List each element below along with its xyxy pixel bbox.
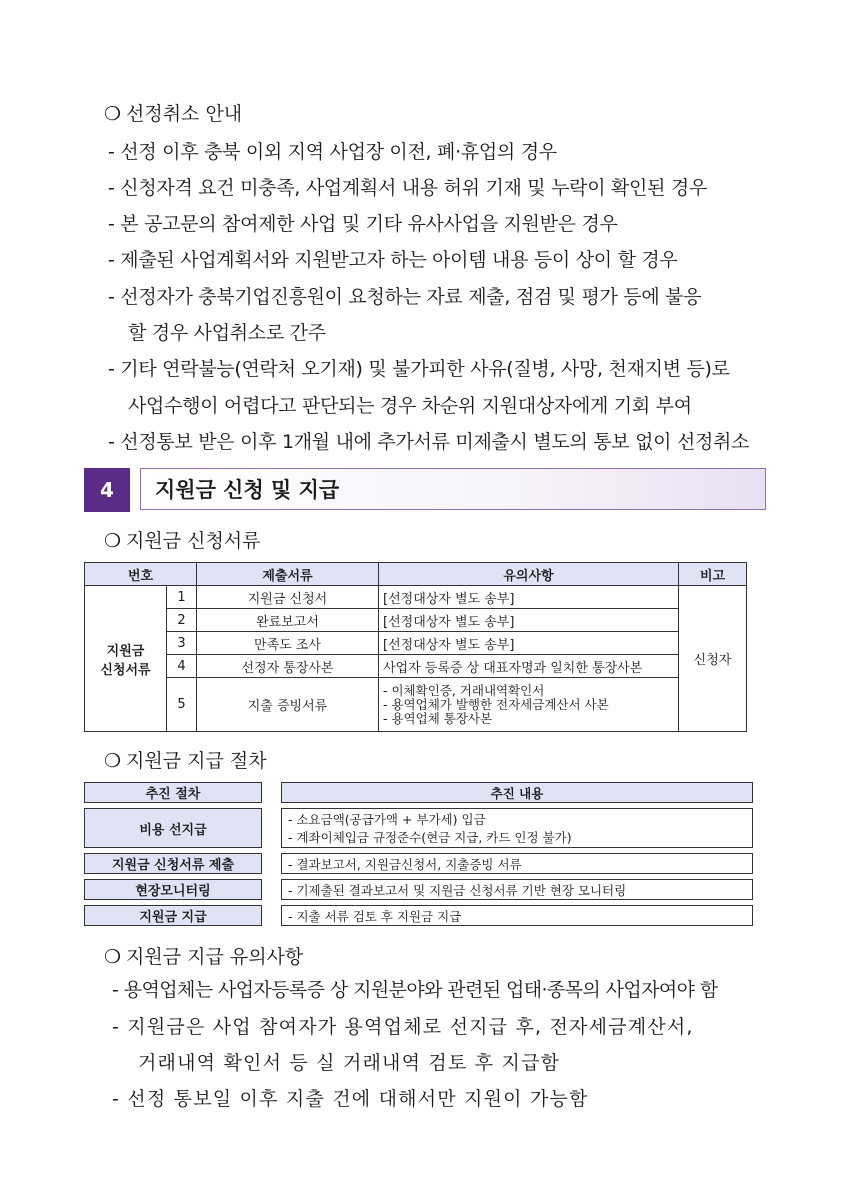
list-item: - 본 공고문의 참여제한 사업 및 기타 유사사업을 지원받은 경우 xyxy=(108,213,618,235)
col-header: 비고 xyxy=(679,563,747,586)
section-header xyxy=(84,468,766,512)
row-note: [선정대상자 별도 송부] xyxy=(379,586,679,609)
procedure-step: 지원금 신청서류 제출 xyxy=(84,853,262,874)
list-item: - 신청자격 요건 미충족, 사업계획서 내용 허위 기재 및 누락이 확인된 경우 xyxy=(108,177,707,199)
row-doc: 지원금 신청서 xyxy=(197,586,379,609)
col-header: 번호 xyxy=(85,563,197,586)
table-row xyxy=(85,655,747,678)
circle-bullet-icon: ❍ xyxy=(104,946,122,968)
table-row xyxy=(85,678,747,732)
circle-bullet-icon: ❍ xyxy=(104,103,122,125)
procedure-content xyxy=(281,853,753,874)
docs-table xyxy=(84,562,747,732)
circle-bullet-icon: ❍ xyxy=(104,530,122,552)
row-doc: 완료보고서 xyxy=(197,609,379,632)
list-item: - 선정 이후 충북 이외 지역 사업장 이전, 폐·휴업의 경우 xyxy=(108,141,557,163)
row-remark: 신청자 xyxy=(679,586,747,732)
table-header-row xyxy=(85,563,747,586)
list-item: - 선정 통보일 이후 지출 건에 대해서만 지원이 가능함 xyxy=(112,1088,589,1110)
col-header: 유의사항 xyxy=(379,563,679,586)
table-row xyxy=(85,586,747,609)
table-row xyxy=(85,609,747,632)
table-row xyxy=(85,632,747,655)
note-line: - 용역업체 통장사본 xyxy=(383,710,493,726)
list-item: - 기타 연락불능(연락처 오기재) 및 불가피한 사유(질병, 사망, 천재지변 등)로 xyxy=(108,358,730,380)
procedure-content xyxy=(281,808,753,848)
note-line: - 이체확인증, 거래내역확인서 xyxy=(383,682,545,698)
procedure-heading: ❍ 지원금 지급 절차 xyxy=(104,750,267,772)
circle-bullet-icon: ❍ xyxy=(104,750,122,772)
section-number: 4 xyxy=(84,468,130,512)
procedure-line: - 결과보고서, 지원금신청서, 지출증빙 서류 xyxy=(288,856,522,872)
procedure-step-header: 추진 절차 xyxy=(84,782,262,803)
procedure-step: 현장모니터링 xyxy=(84,879,262,900)
row-number: 4 xyxy=(167,655,197,678)
row-notes xyxy=(379,678,679,732)
row-number: 1 xyxy=(167,586,197,609)
procedure-line: - 기제출된 결과보고서 및 지원금 신청서류 기반 현장 모니터링 xyxy=(288,882,627,898)
note-line: - 용역업체가 발행한 전자세금계산서 사본 xyxy=(383,696,609,712)
row-number: 3 xyxy=(167,632,197,655)
group-label: 지원금 신청서류 xyxy=(85,586,167,732)
list-item: - 선정자가 충북기업진흥원이 요청하는 자료 제출, 점검 및 평가 등에 불응 xyxy=(108,286,702,308)
row-number: 2 xyxy=(167,609,197,632)
docs-heading: ❍ 지원금 신청서류 xyxy=(104,530,261,552)
list-item: - 선정통보 받은 이후 1개월 내에 추가서류 미제출시 별도의 통보 없이 선정취소 xyxy=(108,431,750,453)
list-item: - 용역업체는 사업자등록증 상 지원분야와 관련된 업태·종목의 사업자여야 함 xyxy=(112,979,718,1001)
list-item-continued: 할 경우 사업취소로 간주 xyxy=(128,322,326,344)
procedure-content xyxy=(281,905,753,926)
procedure-step: 지원금 지급 xyxy=(84,905,262,926)
row-note: 사업자 등록증 상 대표자명과 일치한 통장사본 xyxy=(379,655,679,678)
procedure-content-header: 추진 내용 xyxy=(281,782,753,803)
row-doc: 선정자 통장사본 xyxy=(197,655,379,678)
section-title: 지원금 신청 및 지급 xyxy=(140,468,766,510)
procedure-line: - 소요금액(공급가액 + 부가세) 입금 xyxy=(288,812,486,827)
procedure-line: - 지출 서류 검토 후 지원금 지급 xyxy=(288,908,462,924)
list-item: - 지원금은 사업 참여자가 용역업체로 선지급 후, 전자세금계산서, xyxy=(112,1016,694,1038)
list-item-continued: 사업수행이 어렵다고 판단되는 경우 차순위 지원대상자에게 기회 부여 xyxy=(128,395,692,417)
cancel-heading: ❍ 선정취소 안내 xyxy=(104,103,243,125)
procedure-content xyxy=(281,879,753,900)
row-note: [선정대상자 별도 송부] xyxy=(379,632,679,655)
caution-heading: ❍ 지원금 지급 유의사항 xyxy=(104,946,304,968)
procedure-line: - 계좌이체입금 규정준수(현금 지급, 카드 인정 불가) xyxy=(288,830,572,845)
row-note: [선정대상자 별도 송부] xyxy=(379,609,679,632)
row-doc: 만족도 조사 xyxy=(197,632,379,655)
list-item: - 제출된 사업계획서와 지원받고자 하는 아이템 내용 등이 상이 할 경우 xyxy=(108,249,678,271)
col-header: 제출서류 xyxy=(197,563,379,586)
row-number: 5 xyxy=(167,678,197,732)
row-doc: 지출 증빙서류 xyxy=(197,678,379,732)
procedure-step: 비용 선지급 xyxy=(84,808,262,848)
list-item-continued: 거래내역 확인서 등 실 거래내역 검토 후 지급함 xyxy=(138,1052,561,1074)
